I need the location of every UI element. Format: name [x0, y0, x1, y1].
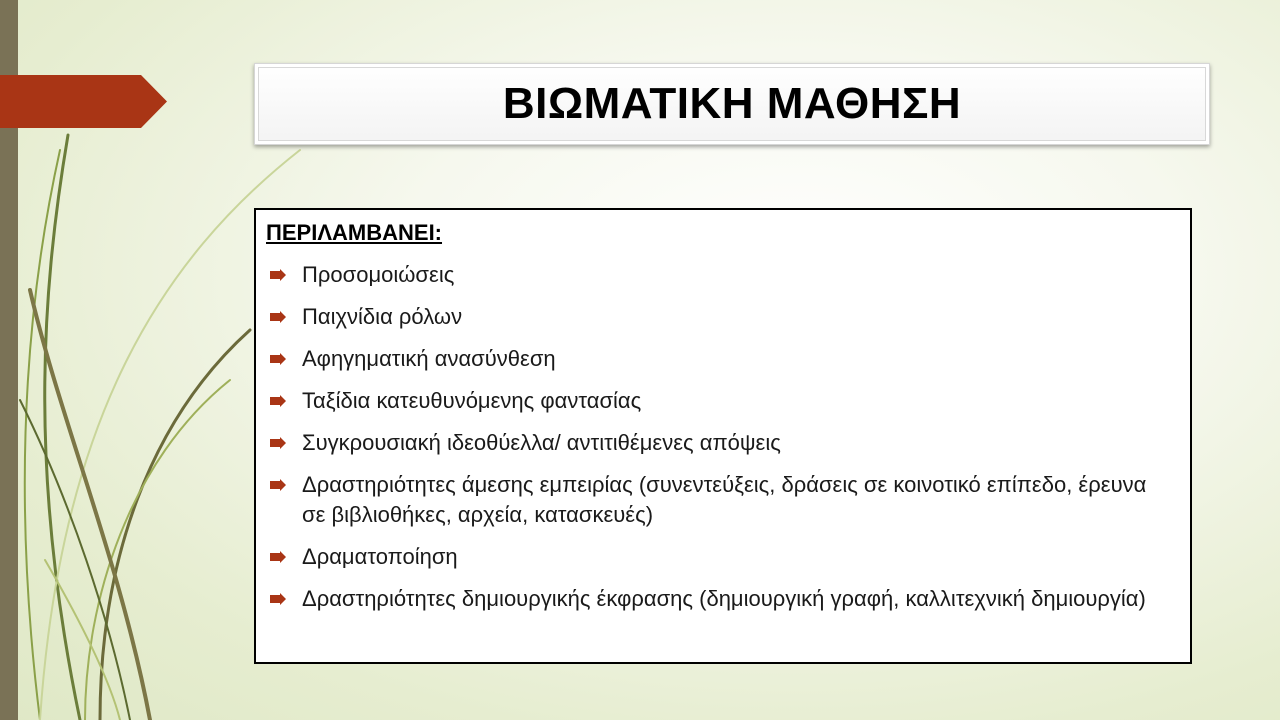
- bullet-arrow-icon: [270, 395, 286, 407]
- list-item: [266, 302, 1166, 332]
- list-item: [266, 428, 1166, 458]
- list-item-text: Δραστηριότητες δημιουργικής έκφρασης (δημιουργική γραφή, καλλιτεχνική δημιουργία): [302, 586, 1146, 611]
- list-item-text: Παιχνίδια ρόλων: [302, 304, 463, 329]
- list-item: [266, 260, 1166, 290]
- bullet-arrow-icon: [270, 551, 286, 563]
- content-heading: ΠΕΡΙΛΑΜΒΑΝΕΙ:: [266, 220, 443, 245]
- list-item: [266, 542, 1166, 572]
- list-item-text: Συγκρουσιακή ιδεοθύελλα/ αντιτιθέμενες απόψεις: [302, 430, 781, 455]
- list-item-text: Δραστηριότητες άμεσης εμπειρίας (συνεντεύξεις, δράσεις σε κοινοτικό επίπεδο, έρευνα σε βιβλιοθήκες, αρχεία, κατασκευές): [302, 472, 1147, 527]
- bullet-arrow-icon: [270, 479, 286, 491]
- list-item-text: Αφηγηματική ανασύνθεση: [302, 346, 556, 371]
- list-item: [266, 344, 1166, 374]
- bullet-list: [266, 260, 1166, 626]
- bullet-arrow-icon: [270, 593, 286, 605]
- bullet-arrow-icon: [270, 311, 286, 323]
- list-item: [266, 470, 1166, 530]
- list-item-text: Δραματοποίηση: [302, 544, 458, 569]
- list-item-text: Προσομοιώσεις: [302, 262, 455, 287]
- bullet-arrow-icon: [270, 269, 286, 281]
- list-item-text: Ταξίδια κατευθυνόμενης φαντασίας: [302, 388, 642, 413]
- list-item: [266, 386, 1166, 416]
- accent-arrow-shape: [0, 75, 167, 128]
- title-box: [254, 63, 1210, 145]
- bullet-arrow-icon: [270, 437, 286, 449]
- content-box: [254, 208, 1192, 664]
- slide-title: ΒΙΩΜΑΤΙΚΗ ΜΑΘΗΣΗ: [502, 79, 962, 128]
- bullet-arrow-icon: [270, 353, 286, 365]
- list-item: [266, 584, 1166, 614]
